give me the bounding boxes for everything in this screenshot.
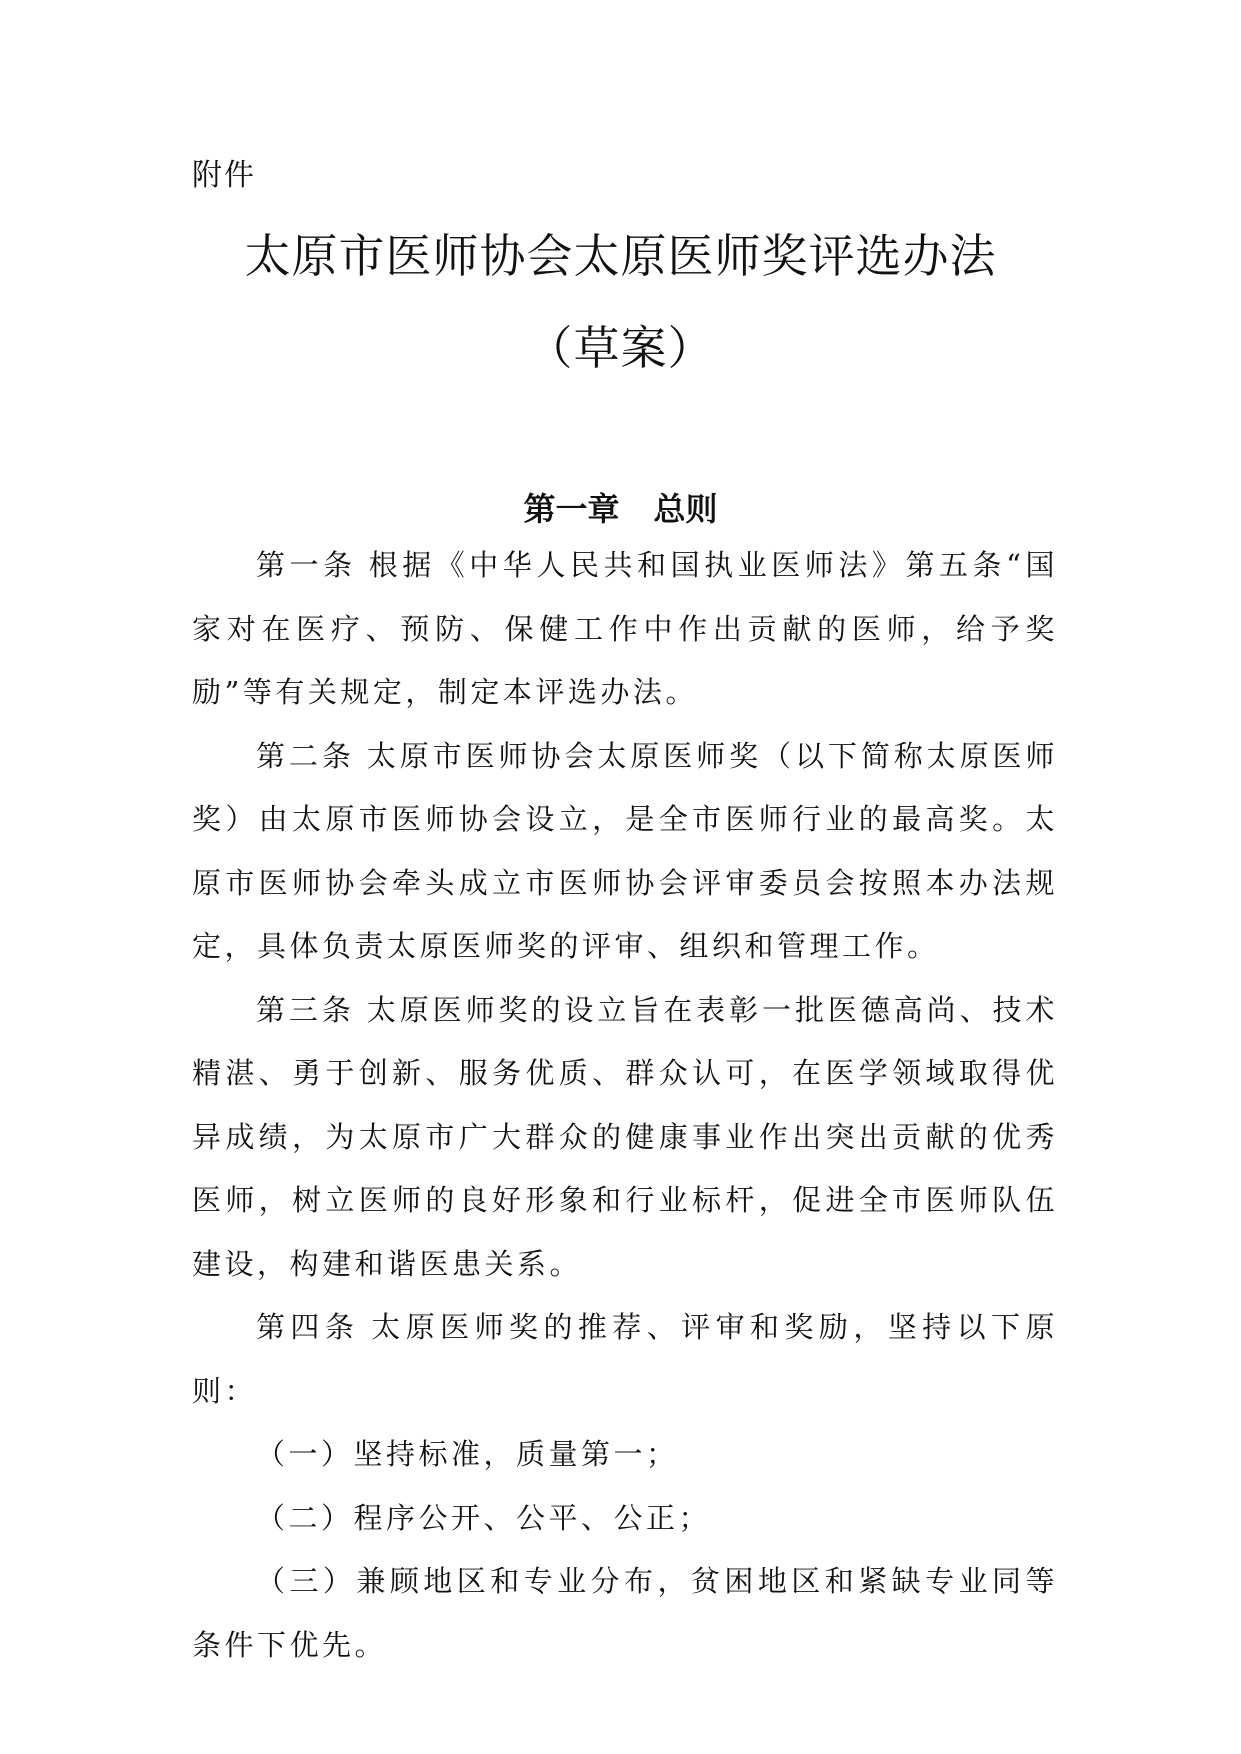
chapter-number: 第一章 xyxy=(523,490,620,528)
article-label: 第三条 xyxy=(256,992,355,1027)
article-text: 太原医师奖的设立旨在表彰一批医德高尚、技术精湛、勇于创新、服务优质、群众认可，在医学领域取得优异成绩，为太原市广大群众的健康事业作出突出贡献的优秀医师，树立医师的良好形象和行业标杆，促进全市医师队伍建设，构建和谐医患关系。 xyxy=(192,992,1058,1281)
article-label: 第一条 xyxy=(256,548,357,582)
article-1 xyxy=(192,534,1058,725)
attachment-label: 附件 xyxy=(192,158,256,193)
principle-item-1: （一）坚持标准，质量第一； xyxy=(256,1437,679,1471)
chapter-name: 总则 xyxy=(653,490,718,528)
chapter-heading xyxy=(0,484,1241,530)
article-3 xyxy=(192,979,1058,1297)
article-text: 根据《中华人民共和国执业医师法》第五条“国家对在医疗、预防、保健工作中作出贡献的医师，给予奖励”等有关规定，制定本评选办法。 xyxy=(192,548,1058,709)
principle-item-2: （二）程序公开、公平、公正； xyxy=(256,1500,712,1535)
principle-item-3: （三）兼顾地区和专业分布，贫困地区和紧缺专业同等条件下优先。 xyxy=(192,1564,1058,1662)
article-2 xyxy=(192,725,1058,979)
document-body xyxy=(192,534,1058,1677)
article-4 xyxy=(192,1296,1058,1423)
article-label: 第四条 xyxy=(256,1310,360,1344)
article-label: 第二条 xyxy=(256,738,355,773)
document-title: 太原市医师协会太原医师奖评选办法 xyxy=(244,229,997,283)
article-text: 太原医师奖的推荐、评审和奖励，坚持以下原则： xyxy=(192,1310,1058,1408)
document-subtitle: （草案） xyxy=(526,321,715,375)
article-text: 太原市医师协会太原医师奖（以下简称太原医师奖）由太原市医师协会设立，是全市医师行业的最高奖。太原市医师协会牵头成立市医师协会评审委员会按照本办法规定，具体负责太原医师奖的评审、组织和管理工作。 xyxy=(192,738,1058,963)
